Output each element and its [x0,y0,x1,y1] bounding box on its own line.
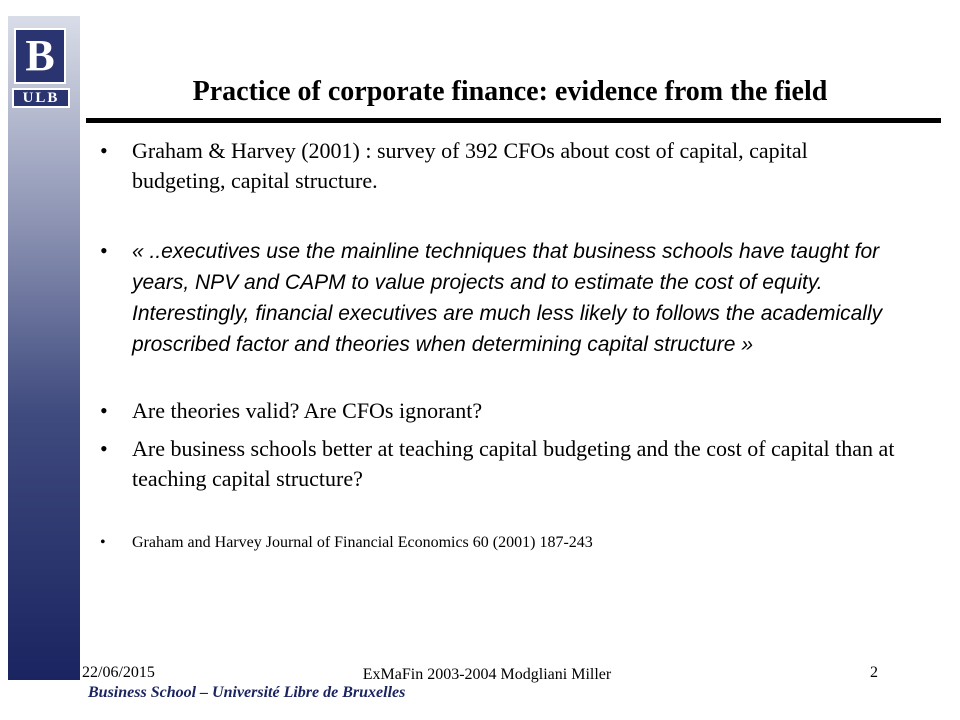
bullet-item [100,136,900,196]
title-divider [86,118,941,123]
bullet-quote-text: « ..executives use the mainline techniques that business schools have taught for years, NPV and CAPM to value projects and to estimate the cost of equity. Interestingly, financial executives are much less likely to follows the academically proscribed factor and theories when determining capital structure » [132,240,883,356]
bullet-marker: • [100,534,106,551]
bullet-item [100,396,900,426]
bullet-text: Are theories valid? Are CFOs ignorant? [132,398,483,423]
bullet-marker: • [100,238,108,263]
reference-text: Graham and Harvey Journal of Financial Economics 60 (2001) 187-243 [132,534,593,551]
footer-date: 22/06/2015 [82,664,155,681]
bullet-item [100,528,900,558]
solvay-logo [14,28,66,84]
footer-course: ExMaFin 2003-2004 Modgliani Miller [362,666,612,683]
ulb-badge: ULB [12,88,70,108]
school-name: Business School – Université Libre de Bruxelles [88,684,406,701]
logo-letter: B [25,31,55,80]
sidebar-gradient [8,16,80,680]
slide-title: Practice of corporate finance: evidence from the field [192,76,828,107]
bullet-item [100,434,900,494]
bullet-text: Are business schools better at teaching capital budgeting and the cost of capital than at teaching capital structure? [132,436,895,491]
bullet-marker: • [100,436,108,461]
bullet-text: Graham & Harvey (2001) : survey of 392 CFOs about cost of capital, capital budgeting, capital structure. [132,138,808,193]
solvay-brand: Solvay [10,684,60,701]
bullet-marker: • [100,138,108,163]
bullet-item [100,236,900,360]
footer-page-number: 2 [870,664,878,681]
bullet-marker: • [100,398,108,423]
bullet-list [100,136,900,558]
